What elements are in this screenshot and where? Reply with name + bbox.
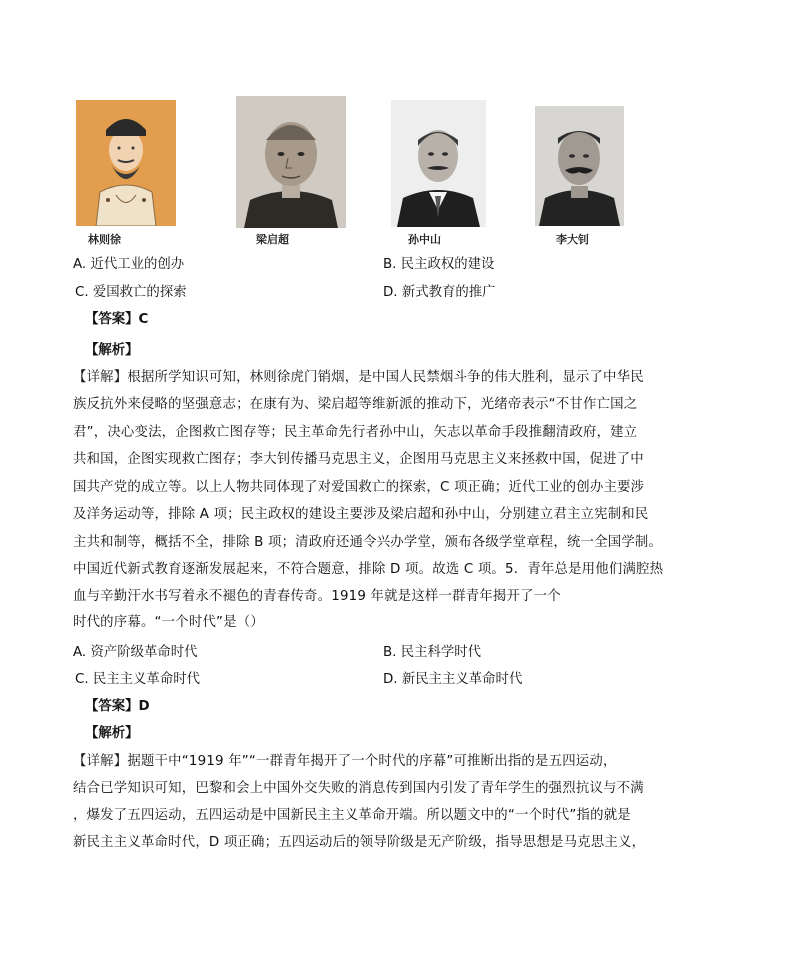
q4-option-a: A. 近代工业的创办 <box>73 257 185 272</box>
q4-option-d: D. 新式教育的推广 <box>383 285 496 300</box>
q4-option-b: B. 民主政权的建设 <box>383 257 495 272</box>
q4-detail-line: 【详解】根据所学知识可知，林则徐虎门销烟，是中国人民禁烟斗争的伟大胜利，显示了中华民 <box>73 370 644 385</box>
q4-detail-line: 国共产党的成立等。以上人物共同体现了对爱国救亡的探索，C 项正确；近代工业的创办主要涉 <box>73 480 645 495</box>
portrait-sun-zhongshan <box>391 100 486 227</box>
q5-detail-line: 新民主主义革命时代，D 项正确；五四运动后的领导阶级是无产阶级，指导思想是马克思主义， <box>73 835 646 850</box>
q5-analysis-label: 【解析】 <box>85 726 139 741</box>
q4-detail-line: 族反抗外来侵略的坚强意志；在康有为、梁启超等维新派的推动下，光绪帝表示“不甘作亡国之 <box>73 397 638 412</box>
portrait-lin-zexu <box>76 100 176 226</box>
portrait-caption-liang-qichao: 梁启超 <box>256 233 289 246</box>
q4-detail-line: 共和国，企图实现救亡图存；李大钊传播马克思主义，企图用马克思主义来拯救中国，促进了中 <box>73 452 644 467</box>
portrait-liang-qichao <box>236 96 346 228</box>
q4-detail-line: 血与辛勤汗水书写着永不褪色的青春传奇。1919 年就是这样一群青年揭开了一个 <box>73 589 561 604</box>
q5-detail-line: 结合已学知识可知，巴黎和会上中国外交失败的消息传到国内引发了青年学生的强烈抗议与不满 <box>73 781 644 796</box>
q5-option-a: A. 资产阶级革命时代 <box>73 645 198 660</box>
q5-detail-line: 【详解】据题干中“1919 年”“一群青年揭开了一个时代的序幕”可推断出指的是五四运动， <box>73 754 617 769</box>
q4-analysis-label: 【解析】 <box>85 343 139 358</box>
q4-answer: 【答案】C <box>85 312 149 327</box>
q5-option-c: C. 民主主义革命时代 <box>75 672 200 687</box>
q5-option-d: D. 新民主主义革命时代 <box>383 672 523 687</box>
q4-detail-line: 君”，决心变法，企图救亡图存等；民主革命先行者孙中山，矢志以革命手段推翻清政府，建立 <box>73 425 638 440</box>
q5-option-b: B. 民主科学时代 <box>383 645 482 660</box>
portrait-caption-li-dazhao: 李大钊 <box>556 233 589 246</box>
q4-option-c: C. 爱国救亡的探索 <box>75 285 187 300</box>
q4-detail-line: 中国近代新式教育逐渐发展起来，不符合题意，排除 D 项。故选 C 项。5．青年总是用他们满腔热 <box>73 562 664 577</box>
portrait-caption-sun-zhongshan: 孙中山 <box>408 233 441 246</box>
q4-detail-line: 及洋务运动等，排除 A 项；民主政权的建设主要涉及梁启超和孙中山，分别建立君主立宪制和民 <box>73 507 649 522</box>
q5-question-stem: 时代的序幕。“一个时代”是（） <box>73 615 264 630</box>
q5-detail-line: ，爆发了五四运动，五四运动是中国新民主主义革命开端。所以题文中的“一个时代”指的就是 <box>73 808 631 823</box>
portrait-caption-lin-zexu: 林则徐 <box>88 233 121 246</box>
q4-detail-line: 主共和制等，概括不全，排除 B 项；清政府还通令兴办学堂，颁布各级学堂章程，统一全国学制。 <box>73 535 663 550</box>
q5-answer: 【答案】D <box>85 699 150 714</box>
portrait-li-dazhao <box>535 106 624 226</box>
